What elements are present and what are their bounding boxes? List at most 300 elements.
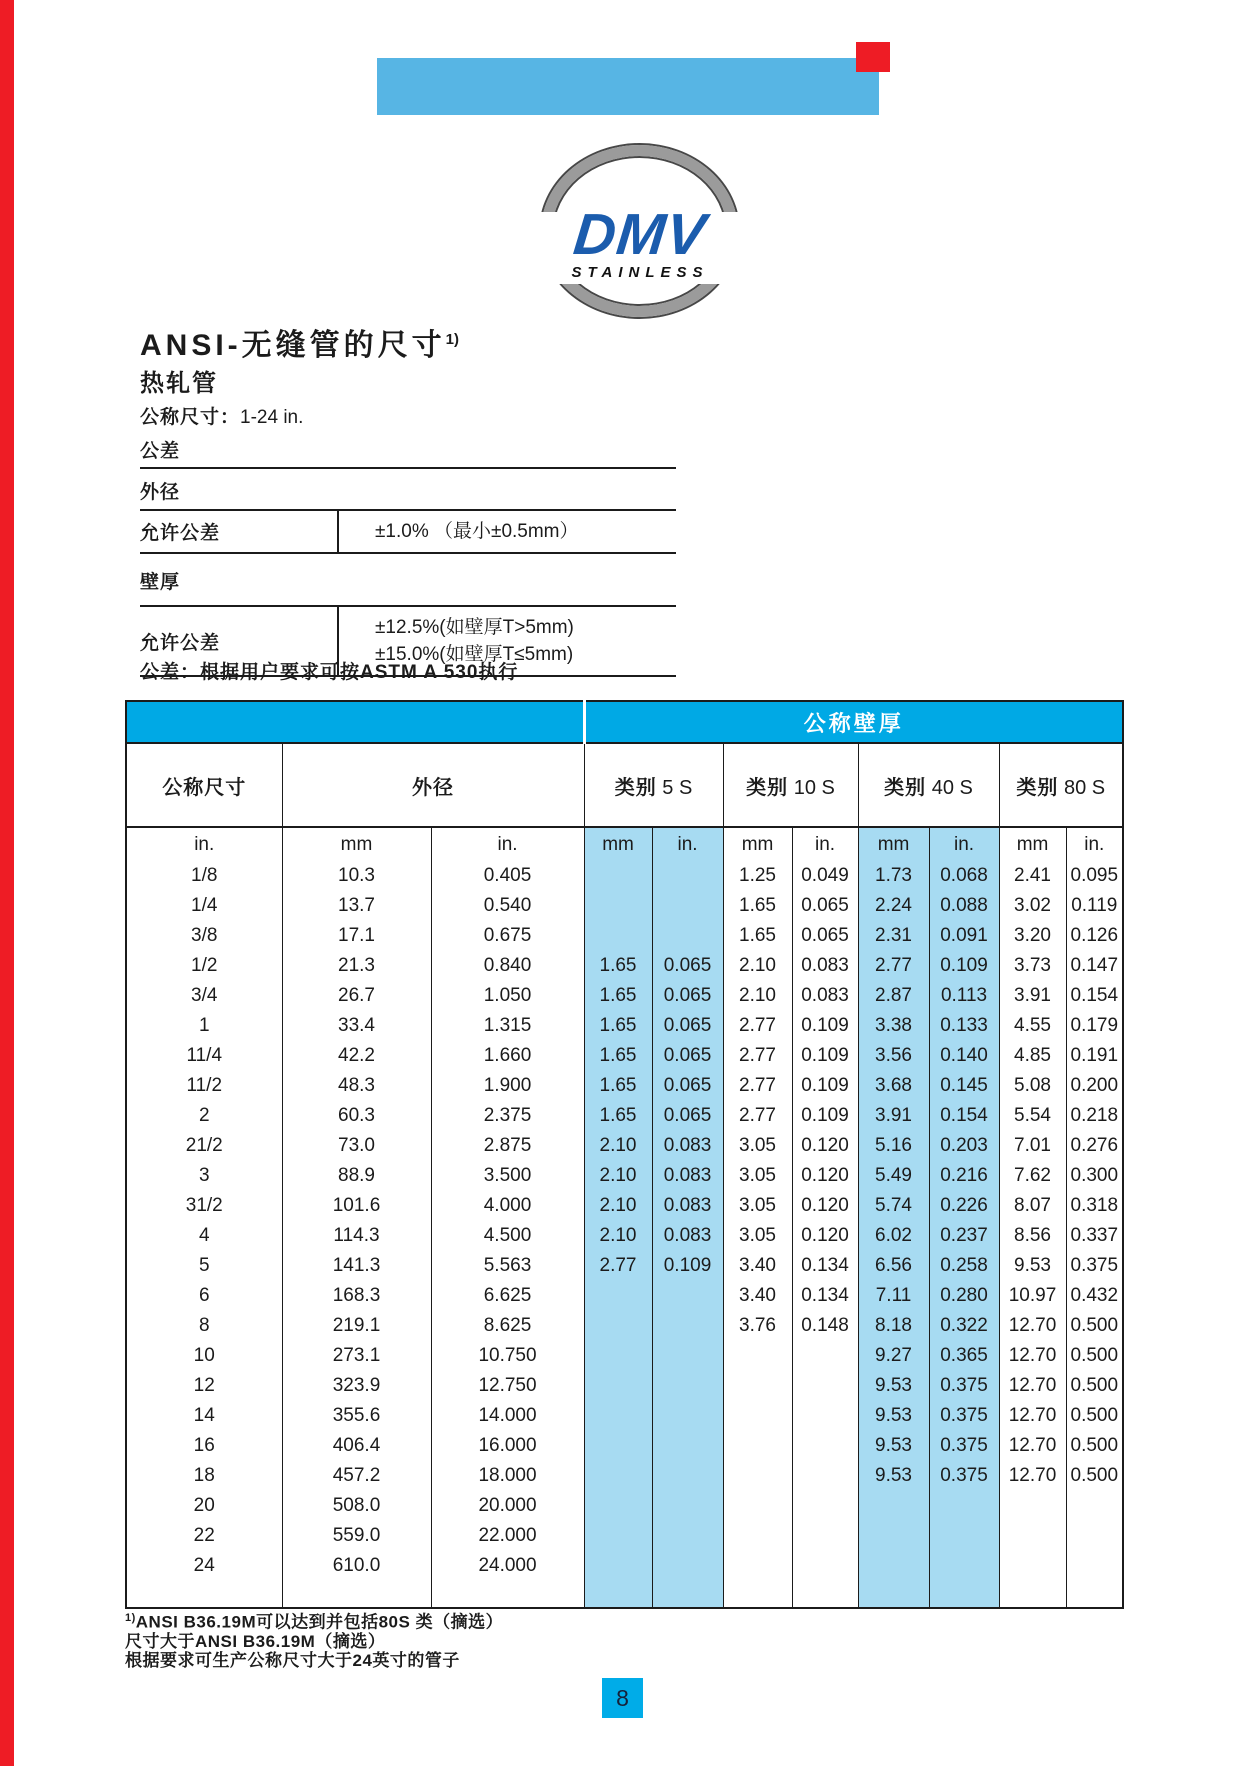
table-cell: 12 [126,1371,282,1401]
table-cell: 0.675 [431,921,584,951]
table-cell [652,861,723,891]
unit-cell: in. [126,827,282,861]
table-cell: 0.405 [431,861,584,891]
table-cell: 2.10 [584,1161,652,1191]
table-cell [652,1521,723,1551]
table-cell: 3.68 [858,1071,929,1101]
table-cell [858,1551,929,1581]
table-cell: 0.065 [652,981,723,1011]
table-cell: 10 [126,1341,282,1371]
table-cell: 6.56 [858,1251,929,1281]
table-cell [584,1401,652,1431]
table-row [126,1191,1123,1221]
table-cell: 24.000 [431,1551,584,1581]
table-cell: 559.0 [282,1521,431,1551]
table-cell: 0.540 [431,891,584,921]
band-header: 公称壁厚 [584,701,1123,743]
table-row [126,1521,1123,1551]
filler-cell [652,1581,723,1608]
table-cell: 3.38 [858,1011,929,1041]
tolerance-od-label: 外径 [140,469,676,511]
table-cell [723,1491,792,1521]
table-cell: 6.02 [858,1221,929,1251]
red-left-strip [0,0,14,1766]
table-cell: 0.133 [929,1011,999,1041]
table-cell [584,1491,652,1521]
tolerance-wt-row-label: 允许公差 [140,632,221,654]
table-cell: 11/4 [126,1041,282,1071]
table-cell [792,1461,858,1491]
table-cell: 0.109 [792,1101,858,1131]
filler-cell [126,1581,282,1608]
dmv-logo [495,140,785,325]
table-cell: 2.77 [723,1071,792,1101]
table-cell: 4.55 [999,1011,1066,1041]
table-row [126,1131,1123,1161]
table-cell: 73.0 [282,1131,431,1161]
table-cell: 0.500 [1066,1341,1123,1371]
table-cell: 101.6 [282,1191,431,1221]
filler-cell [858,1581,929,1608]
table-cell [584,1551,652,1581]
table-cell [792,1521,858,1551]
table-cell: 20 [126,1491,282,1521]
table-row [126,1101,1123,1131]
table-row [126,1371,1123,1401]
table-row [126,1011,1123,1041]
footnote-line-3: 根据要求可生产公称尺寸大于24英寸的管子 [125,1650,460,1670]
table-cell [792,1401,858,1431]
table-cell: 18.000 [431,1461,584,1491]
table-cell: 0.218 [1066,1101,1123,1131]
table-cell: 0.500 [1066,1371,1123,1401]
table-cell: 1.25 [723,861,792,891]
page-title-text: ANSI-无缝管的尺寸 [140,329,446,362]
table-cell: 10.3 [282,861,431,891]
table-cell: 48.3 [282,1071,431,1101]
table-cell: 2.10 [584,1131,652,1161]
table-cell [723,1341,792,1371]
table-cell: 7.11 [858,1281,929,1311]
table-cell: 0.120 [792,1191,858,1221]
table-cell: 1.73 [858,861,929,891]
table-row [126,1491,1123,1521]
table-cell: 0.203 [929,1131,999,1161]
table-cell: 610.0 [282,1551,431,1581]
table-cell [858,1521,929,1551]
table-units-row [126,827,1123,861]
footnotes [125,1609,503,1670]
table-cell: 12.70 [999,1461,1066,1491]
table-cell: 2.77 [723,1101,792,1131]
table-cell [652,891,723,921]
table-cell: 18 [126,1461,282,1491]
table-cell: 0.179 [1066,1011,1123,1041]
table-cell [929,1521,999,1551]
table-cell: 0.083 [652,1221,723,1251]
table-cell: 219.1 [282,1311,431,1341]
table-cell: 8.625 [431,1311,584,1341]
table-row [126,981,1123,1011]
band-empty-cell [126,701,584,743]
footnote-line-2: 尺寸大于ANSI B36.19M（摘选） [125,1631,386,1651]
table-cell: 0.365 [929,1341,999,1371]
table-cell: 0.120 [792,1131,858,1161]
table-cell: 2.10 [584,1221,652,1251]
table-cell: 0.375 [929,1371,999,1401]
table-cell [999,1521,1066,1551]
table-cell: 1.900 [431,1071,584,1101]
table-cell: 11/2 [126,1071,282,1101]
table-cell: 22 [126,1521,282,1551]
table-row [126,1281,1123,1311]
table-header-row [126,743,1123,827]
table-cell: 0.119 [1066,891,1123,921]
table-cell [584,861,652,891]
table-cell: 0.120 [792,1221,858,1251]
table-cell: 0.216 [929,1161,999,1191]
table-row [126,1071,1123,1101]
table-cell: 60.3 [282,1101,431,1131]
table-cell: 0.120 [792,1161,858,1191]
table-cell: 0.200 [1066,1071,1123,1101]
table-cell: 0.134 [792,1251,858,1281]
table-cell: 0.109 [792,1071,858,1101]
table-cell: 0.065 [792,891,858,921]
unit-cell: mm [858,827,929,861]
table-cell [652,921,723,951]
table-cell: 0.375 [1066,1251,1123,1281]
table-cell: 9.27 [858,1341,929,1371]
table-cell: 0.375 [929,1431,999,1461]
table-cell: 0.237 [929,1221,999,1251]
table-cell: 4.000 [431,1191,584,1221]
footnote-line-1: $^{1)}$ANSI B36.19M可以达到并包括80S 类（摘选） [125,1612,504,1632]
table-cell: 9.53 [999,1251,1066,1281]
tolerance-od-row-label: 允许公差 [140,523,221,544]
table-row [126,1041,1123,1071]
filler-cell [999,1581,1066,1608]
filler-cell [792,1581,858,1608]
table-cell: 0.126 [1066,921,1123,951]
table-cell: 1.65 [723,921,792,951]
table-cell: 0.500 [1066,1461,1123,1491]
table-cell: 5.49 [858,1161,929,1191]
header-class-40s: 类别 40 S [858,743,999,827]
table-cell [723,1461,792,1491]
table-cell [999,1551,1066,1581]
table-cell: 0.083 [652,1131,723,1161]
table-cell: 3/4 [126,981,282,1011]
table-cell: 3.05 [723,1161,792,1191]
header-nominal-size: 公称尺寸 [126,743,282,827]
table-cell: 3.05 [723,1221,792,1251]
table-cell [929,1491,999,1521]
table-cell [584,1431,652,1461]
table-cell: 0.083 [792,981,858,1011]
table-cell: 12.70 [999,1371,1066,1401]
table-cell: 14.000 [431,1401,584,1431]
table-cell: 0.109 [929,951,999,981]
table-row [126,891,1123,921]
tolerance-table [140,434,676,677]
table-cell: 9.53 [858,1461,929,1491]
table-cell [652,1311,723,1341]
table-cell [584,1521,652,1551]
table-cell [723,1431,792,1461]
nominal-size-label: 公称尺寸： [140,407,241,428]
table-cell: 2.10 [723,951,792,981]
table-cell: 0.375 [929,1461,999,1491]
table-cell: 1.315 [431,1011,584,1041]
pipe-dimensions-table [125,700,1124,1609]
tolerance-od-row [140,511,676,554]
table-filler-row [126,1581,1123,1608]
table-cell: 0.840 [431,951,584,981]
table-cell: 6 [126,1281,282,1311]
table-row [126,1431,1123,1461]
table-cell [1066,1491,1123,1521]
table-cell: 0.083 [652,1161,723,1191]
logo-subtext: STAINLESS [571,264,709,281]
table-cell: 2.10 [723,981,792,1011]
table-cell: 2.77 [723,1011,792,1041]
table-row [126,951,1123,981]
table-cell: 10.750 [431,1341,584,1371]
table-cell: 141.3 [282,1251,431,1281]
table-cell: 2.875 [431,1131,584,1161]
table-cell [652,1461,723,1491]
table-cell: 355.6 [282,1401,431,1431]
table-cell [723,1521,792,1551]
table-cell: 0.226 [929,1191,999,1221]
table-cell: 0.083 [792,951,858,981]
table-cell: 0.147 [1066,951,1123,981]
filler-cell [1066,1581,1123,1608]
filler-cell [584,1581,652,1608]
filler-cell [723,1581,792,1608]
filler-cell [431,1581,584,1608]
table-cell [999,1491,1066,1521]
table-row [126,1461,1123,1491]
table-cell: 8 [126,1311,282,1341]
table-cell [1066,1521,1123,1551]
table-cell: 9.53 [858,1401,929,1431]
header-class-5s: 类别 5 S [584,743,723,827]
filler-cell [929,1581,999,1608]
table-cell: 24 [126,1551,282,1581]
unit-cell: mm [999,827,1066,861]
table-cell: 1.65 [584,1071,652,1101]
table-cell: 5.54 [999,1101,1066,1131]
table-cell: 4.85 [999,1041,1066,1071]
header-class-80s: 类别 80 S [999,743,1123,827]
table-cell: 406.4 [282,1431,431,1461]
table-cell: 1/2 [126,951,282,981]
table-cell: 9.53 [858,1431,929,1461]
table-cell [584,1341,652,1371]
table-cell: 7.62 [999,1161,1066,1191]
table-cell: 0.134 [792,1281,858,1311]
unit-cell: in. [929,827,999,861]
table-cell [584,1371,652,1401]
header-class-10s: 类别 10 S [723,743,858,827]
table-cell: 0.109 [792,1041,858,1071]
table-cell: 0.432 [1066,1281,1123,1311]
table-cell [723,1401,792,1431]
table-cell [652,1341,723,1371]
unit-cell: mm [584,827,652,861]
tolerance-section-label: 公差 [140,434,676,469]
table-cell: 1.65 [723,891,792,921]
table-cell: 1.65 [584,1101,652,1131]
top-blue-banner [377,58,879,115]
unit-cell: mm [282,827,431,861]
table-cell [584,921,652,951]
table-cell: 3.02 [999,891,1066,921]
table-cell: 5.74 [858,1191,929,1221]
filler-cell [282,1581,431,1608]
table-cell: 31/2 [126,1191,282,1221]
table-cell [584,1461,652,1491]
table-cell: 17.1 [282,921,431,951]
table-cell [929,1551,999,1581]
table-cell: 323.9 [282,1371,431,1401]
table-row [126,1161,1123,1191]
table-cell: 3.40 [723,1281,792,1311]
table-cell: 3.05 [723,1191,792,1221]
table-cell: 0.375 [929,1401,999,1431]
table-cell: 3.500 [431,1161,584,1191]
table-cell: 0.049 [792,861,858,891]
table-cell: 8.18 [858,1311,929,1341]
table-cell [584,891,652,921]
table-cell: 2.375 [431,1101,584,1131]
table-cell: 3/8 [126,921,282,951]
table-cell: 2.77 [584,1251,652,1281]
table-cell: 2.77 [858,951,929,981]
table-cell: 0.500 [1066,1311,1123,1341]
table-cell: 0.140 [929,1041,999,1071]
table-cell: 2.87 [858,981,929,1011]
table-cell: 1.050 [431,981,584,1011]
table-cell: 12.70 [999,1311,1066,1341]
table-cell: 9.53 [858,1371,929,1401]
table-cell: 0.065 [652,951,723,981]
subtitle: 热轧管 [140,370,218,397]
table-cell: 2 [126,1101,282,1131]
table-cell: 14 [126,1401,282,1431]
table-cell: 0.154 [1066,981,1123,1011]
unit-cell: in. [652,827,723,861]
unit-cell: in. [792,827,858,861]
table-cell: 21.3 [282,951,431,981]
page-title [140,320,459,364]
table-row [126,1551,1123,1581]
table-cell: 3.73 [999,951,1066,981]
table-row [126,1401,1123,1431]
table-cell: 0.500 [1066,1431,1123,1461]
table-cell: 0.065 [652,1101,723,1131]
table-cell [723,1371,792,1401]
table-band-row [126,701,1123,743]
unit-cell: in. [431,827,584,861]
table-cell: 0.065 [652,1071,723,1101]
table-cell: 2.41 [999,861,1066,891]
footnote-superscript: 1) [125,1612,136,1624]
table-cell: 508.0 [282,1491,431,1521]
table-cell: 1.65 [584,1011,652,1041]
table-cell: 3.91 [999,981,1066,1011]
table-cell: 26.7 [282,981,431,1011]
tolerance-wt-value-line1: ±12.5%(如壁厚T>5mm) [375,617,574,638]
table-cell: 5 [126,1251,282,1281]
table-cell: 12.70 [999,1401,1066,1431]
table-cell: 1/8 [126,861,282,891]
table-row [126,1251,1123,1281]
table-cell: 0.318 [1066,1191,1123,1221]
table-cell: 0.322 [929,1311,999,1341]
nominal-size-line [140,402,303,429]
table-cell [652,1431,723,1461]
table-cell: 2.77 [723,1041,792,1071]
tolerance-od-row-value: ±1.0% （最小±0.5mm） [337,511,676,552]
table-cell: 1.660 [431,1041,584,1071]
table-cell [584,1281,652,1311]
table-cell: 5.08 [999,1071,1066,1101]
table-cell: 0.109 [792,1011,858,1041]
table-cell: 0.083 [652,1191,723,1221]
page-title-superscript: 1) [445,331,460,348]
table-cell [723,1551,792,1581]
table-cell: 0.065 [652,1011,723,1041]
table-cell: 0.113 [929,981,999,1011]
table-cell: 0.095 [1066,861,1123,891]
table-cell: 168.3 [282,1281,431,1311]
table-cell [858,1491,929,1521]
table-cell [1066,1551,1123,1581]
table-cell: 3.40 [723,1251,792,1281]
table-cell: 0.065 [792,921,858,951]
table-cell: 3.91 [858,1101,929,1131]
table-cell [792,1551,858,1581]
table-cell: 0.337 [1066,1221,1123,1251]
table-cell: 0.500 [1066,1401,1123,1431]
table-cell: 2.10 [584,1191,652,1221]
table-cell: 2.31 [858,921,929,951]
table-cell: 3.20 [999,921,1066,951]
table-cell: 1.65 [584,951,652,981]
table-row [126,1221,1123,1251]
table-cell: 0.191 [1066,1041,1123,1071]
unit-cell: in. [1066,827,1123,861]
table-cell: 12.750 [431,1371,584,1401]
table-cell [792,1371,858,1401]
table-cell: 22.000 [431,1521,584,1551]
table-cell: 10.97 [999,1281,1066,1311]
table-cell: 4 [126,1221,282,1251]
nominal-size-value: 1-24 in. [240,407,304,428]
table-cell [652,1371,723,1401]
table-row [126,1341,1123,1371]
table-row [126,921,1123,951]
table-cell [652,1491,723,1521]
table-cell: 8.56 [999,1221,1066,1251]
table-cell: 0.065 [652,1041,723,1071]
table-cell: 7.01 [999,1131,1066,1161]
table-cell: 1 [126,1011,282,1041]
table-cell: 1.65 [584,1041,652,1071]
